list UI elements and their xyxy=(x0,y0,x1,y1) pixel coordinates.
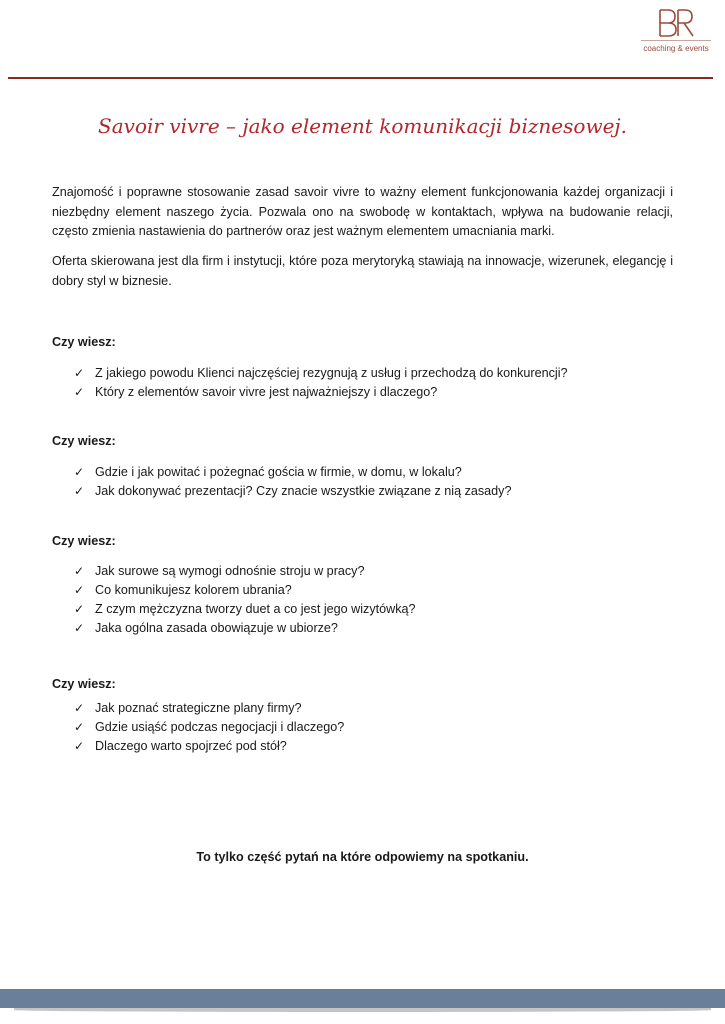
list-item xyxy=(74,600,416,619)
check-icon: ✓ xyxy=(74,366,85,380)
offer-paragraph: Oferta skierowana jest dla firm i instytucji, które poza merytoryką stawiają na innowacje, wizerunek, elegancję i dobry styl w biznesie. xyxy=(52,254,673,288)
question-list xyxy=(74,364,568,402)
question-list xyxy=(74,562,416,638)
section-heading: Czy wiesz: xyxy=(52,335,116,349)
list-item xyxy=(74,562,416,581)
br-logo xyxy=(641,8,711,53)
document-title: Savoir vivre – jako element komunikacji biznesowej. xyxy=(98,114,627,138)
check-icon: ✓ xyxy=(74,484,85,498)
list-item xyxy=(74,463,512,482)
section-heading: Czy wiesz: xyxy=(52,434,116,448)
check-icon: ✓ xyxy=(74,701,85,715)
check-icon: ✓ xyxy=(74,720,85,734)
check-icon: ✓ xyxy=(74,385,85,399)
check-icon: ✓ xyxy=(74,739,85,753)
section-heading: Czy wiesz: xyxy=(52,534,116,548)
list-item xyxy=(74,482,512,501)
check-icon: ✓ xyxy=(74,465,85,479)
check-icon: ✓ xyxy=(74,583,85,597)
question-text: Dlaczego warto spojrzeć pod stół? xyxy=(95,739,287,753)
footer-shadow xyxy=(14,1008,711,1012)
list-item xyxy=(74,737,344,756)
section-heading: Czy wiesz: xyxy=(52,677,116,691)
br-monogram-icon xyxy=(654,8,698,38)
list-item xyxy=(74,383,568,402)
list-item xyxy=(74,364,568,383)
question-text: Z czym mężczyzna tworzy duet a co jest jego wizytówką? xyxy=(95,602,416,616)
list-item xyxy=(74,581,416,600)
question-text: Który z elementów savoir vivre jest najważniejszy i dlaczego? xyxy=(95,385,438,399)
question-text: Jak dokonywać prezentacji? Czy znacie wszystkie związane z nią zasady? xyxy=(95,484,512,498)
question-list xyxy=(74,699,344,756)
check-icon: ✓ xyxy=(74,564,85,578)
logo-tagline: coaching & events xyxy=(643,44,709,53)
question-text: Co komunikujesz kolorem ubrania? xyxy=(95,583,292,597)
question-text: Jak poznać strategiczne plany firmy? xyxy=(95,701,302,715)
question-list xyxy=(74,463,512,501)
question-text: Gdzie usiąść podczas negocjacji i dlaczego? xyxy=(95,720,345,734)
list-item xyxy=(74,718,344,737)
check-icon: ✓ xyxy=(74,602,85,616)
question-text: Z jakiego powodu Klienci najczęściej rezygnują z usług i przechodzą do konkurencji? xyxy=(95,366,568,380)
question-text: Jak surowe są wymogi odnośnie stroju w pracy? xyxy=(95,564,365,578)
header-divider xyxy=(8,77,713,79)
list-item xyxy=(74,699,344,718)
check-icon: ✓ xyxy=(74,621,85,635)
list-item xyxy=(74,619,416,638)
intro-paragraph: Znajomość i poprawne stosowanie zasad savoir vivre to ważny element funkcjonowania każdej organizacji i niezbędny element naszego życia. Pozwala ono na swobodę w kontaktach, wpływa na budowanie relacji, często zmienia nastawienia do partnerów oraz jest ważnym elementem umacniania marki. xyxy=(52,185,673,238)
closing-note: To tylko część pytań na które odpowiemy na spotkaniu. xyxy=(196,850,529,864)
question-text: Jaka ogólna zasada obowiązuje w ubiorze? xyxy=(95,621,338,635)
logo-divider xyxy=(641,40,711,41)
footer-band xyxy=(0,989,725,1008)
question-text: Gdzie i jak powitać i pożegnać gościa w firmie, w domu, w lokalu? xyxy=(95,465,462,479)
